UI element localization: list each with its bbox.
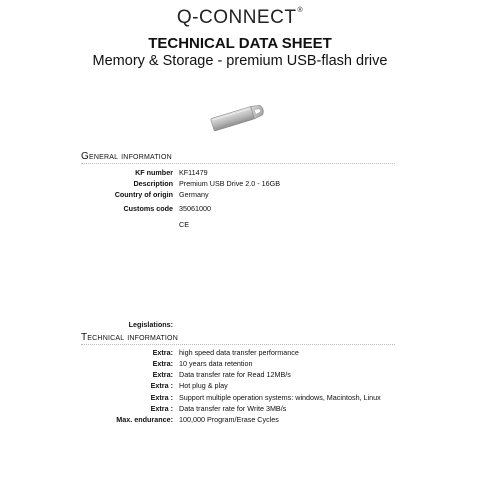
technical-row-value: 10 years data retention [179, 359, 253, 368]
legislations-label: Legislations: [128, 320, 173, 329]
general-row-value: Germany [179, 190, 209, 199]
technical-divider [81, 344, 395, 345]
technical-row-value: Support multiple operation systems: windows, Macintosh, Linux [179, 393, 381, 402]
technical-row-value: 100,000 Program/Erase Cycles [179, 415, 279, 424]
technical-row-label: Extra : [150, 393, 173, 402]
technical-row-value: Data transfer rate for Write 3MB/s [179, 404, 287, 413]
document-title: TECHNICAL DATA SHEET [148, 35, 332, 52]
general-row-value: 35061000 [179, 204, 211, 213]
general-row-label: KF number [135, 168, 173, 177]
general-information-heading: General information [81, 151, 172, 162]
technical-row-value: Data transfer rate for Read 12MB/s [179, 370, 291, 379]
brand-name: Q-CONNECT [176, 7, 297, 28]
technical-row-label: Extra : [150, 404, 173, 413]
technical-row-label: Extra: [152, 359, 173, 368]
registered-mark: ® [297, 7, 304, 14]
ce-mark: CE [179, 220, 189, 229]
technical-row-value: high speed data transfer performance [179, 348, 299, 357]
technical-row-label: Extra: [152, 348, 173, 357]
usb-drive-image [208, 98, 272, 134]
general-divider [81, 163, 395, 164]
technical-row-label: Extra: [152, 370, 173, 379]
general-row-value: Premium USB Drive 2.0 - 16GB [179, 179, 281, 188]
technical-information-heading: Technical information [81, 332, 178, 343]
general-row-value: KF11479 [179, 168, 208, 177]
general-row-label: Country of origin [114, 190, 173, 199]
general-row-label: Description [133, 179, 173, 188]
technical-row-value: Hot plug & play [179, 381, 228, 390]
document-subtitle: Memory & Storage - premium USB-flash drive [92, 53, 388, 69]
technical-row-label: Max. endurance: [116, 415, 173, 424]
technical-row-label: Extra : [150, 381, 173, 390]
general-row-label: Customs code [123, 204, 173, 213]
brand-logo [0, 7, 480, 29]
